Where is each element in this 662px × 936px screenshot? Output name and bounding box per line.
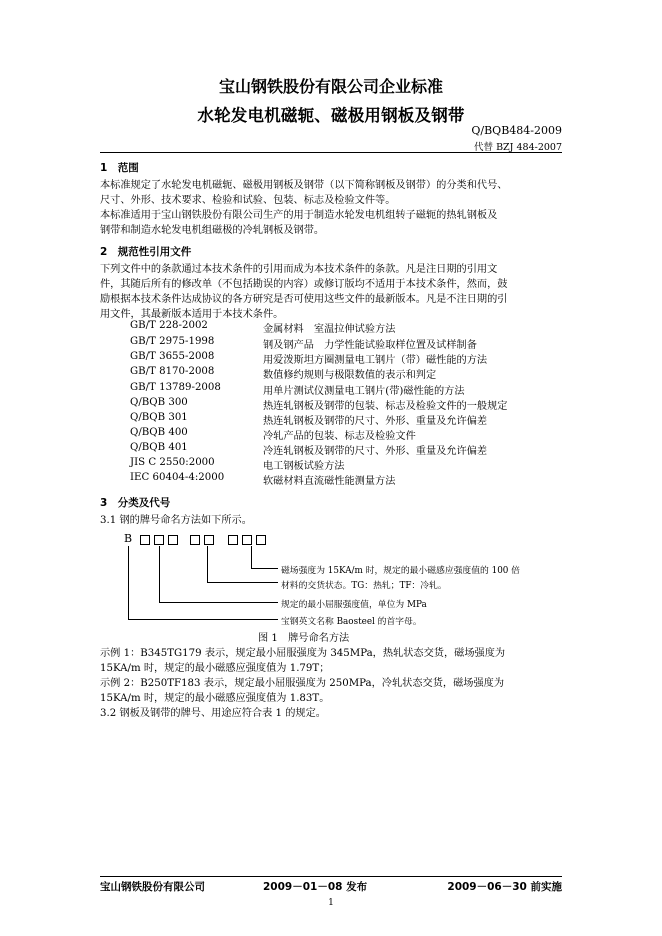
leader-line: [159, 602, 278, 603]
section-2-line: 用文件，其最新版本适用于本技术条件。: [100, 309, 284, 320]
reference-code: GB/T 8170-2008: [130, 366, 215, 377]
delivery-state-box: [204, 535, 214, 545]
footer-divider: [100, 876, 562, 877]
reference-code: GB/T 2975-1998: [130, 336, 215, 347]
reference-code: JIS C 2550:2000: [130, 457, 215, 468]
header-divider: [100, 152, 562, 153]
reference-code: GB/T 228-2002: [130, 320, 208, 331]
figure-note: 磁场强度为 15KA/m 时，规定的最小磁感应强度值的 100 倍: [281, 566, 520, 576]
footer-issue-date: 2009－01－08 发布: [263, 881, 368, 893]
organization-title: 宝山钢铁股份有限公司企业标准: [218, 77, 443, 96]
induction-digit-box: [256, 535, 266, 545]
section-1-heading: 1 范围: [100, 162, 139, 174]
figure-note: 规定的最小屈服强度值，单位为 MPa: [281, 600, 427, 610]
grade-prefix-letter: B: [124, 532, 133, 545]
yield-strength-digit-box: [140, 535, 150, 545]
reference-title: 用爱泼斯坦方圈测量电工钢片（带）磁性能的方法: [263, 355, 488, 366]
section-3-2-text: 3.2 钢板及钢带的牌号、用途应符合表 1 的规定。: [100, 708, 326, 719]
section-2-line: 件，其随后所有的修改单（不包括勘误的内容）或修订版均不适用于本技术条件，然而，鼓: [100, 279, 508, 290]
leader-line: [207, 546, 208, 582]
figure-note: 材料的交货状态。TG：热轧；TF：冷轧。: [281, 581, 447, 591]
figure-caption: 图 1 牌号命名方法: [258, 633, 350, 644]
replaces-code: 代替 BZJ 484-2007: [474, 142, 562, 153]
figure-note: 宝钢英文名称 Baosteel 的首字母。: [281, 617, 422, 627]
reference-title: 冷连轧钢板及钢带的尺寸、外形、重量及允许偏差: [263, 446, 488, 457]
standard-code: Q/BQB484-2009: [471, 124, 562, 137]
section-3-heading: 3 分类及代号: [100, 497, 171, 509]
section-1-line: 本标准规定了水轮发电机磁轭、磁极用钢板及钢带（以下简称钢板及钢带）的分类和代号、: [100, 180, 508, 191]
section-2-line: 励根据本技术条件达成协议的各方研究是否可使用这些文件的最新版本。凡是不注日期的引: [100, 294, 508, 305]
leader-line: [159, 546, 160, 602]
example-line: 示例 1：B345TG179 表示，规定最小屈服强度为 345MPa，热轧状态交货，磁场强度为: [100, 648, 506, 659]
delivery-state-box: [190, 535, 200, 545]
reference-title: 数值修约规则与极限数值的表示和判定: [263, 370, 437, 381]
footer-company: 宝山钢铁股份有限公司: [100, 881, 205, 893]
section-2-line: 下列文件中的条款通过本技术条件的引用而成为本技术条件的条款。凡是注日期的引用文: [100, 264, 498, 275]
section-1-line: 本标准适用于宝山钢铁股份有限公司生产的用于制造水轮发电机组转子磁轭的热轧钢板及: [100, 210, 498, 221]
yield-strength-digit-box: [168, 535, 178, 545]
reference-title: 热连轧钢板及钢带的尺寸、外形、重量及允许偏差: [263, 416, 488, 427]
reference-code: Q/BQB 300: [130, 397, 188, 408]
section-2-heading: 2 规范性引用文件: [100, 246, 192, 258]
leader-line: [128, 546, 129, 619]
reference-code: GB/T 13789-2008: [130, 382, 221, 393]
induction-digit-box: [242, 535, 252, 545]
reference-code: Q/BQB 401: [130, 442, 188, 453]
induction-digit-box: [228, 535, 238, 545]
leader-line: [207, 582, 278, 583]
section-1-line: 尺寸、外形、技术要求、检验和试验、包装、标志及检验文件等。: [100, 195, 396, 206]
section-1-line: 钢带和制造水轮发电机组磁极的冷轧钢板及钢带。: [100, 225, 325, 236]
example-line: 15KA/m 时，规定的最小磁感应强度值为 1.83T。: [100, 693, 330, 704]
reference-code: Q/BQB 400: [130, 427, 188, 438]
leader-line: [251, 546, 252, 568]
page-number: 1: [328, 898, 334, 908]
reference-code: GB/T 3655-2008: [130, 351, 215, 362]
example-line: 示例 2：B250TF183 表示，规定最小屈服强度为 250MPa，冷轧状态交货，磁场强度为: [100, 678, 505, 689]
document-title: 水轮发电机磁轭、磁极用钢板及钢带: [197, 106, 465, 125]
reference-title: 软磁材料直流磁性能测量方法: [263, 476, 396, 487]
reference-title: 钢及钢产品 力学性能试验取样位置及试样制备: [263, 340, 477, 351]
reference-title: 电工钢板试验方法: [263, 461, 345, 472]
leader-line: [251, 568, 278, 569]
reference-title: 用单片测试仪测量电工钢片(带)磁性能的方法: [263, 386, 465, 397]
section-3-1-text: 3.1 钢的牌号命名方法如下所示。: [100, 515, 252, 526]
footer-effective-date: 2009－06－30 前实施: [447, 881, 562, 893]
reference-title: 热连轧钢板及钢带的包装、标志及检验文件的一般规定: [263, 401, 508, 412]
reference-title: 冷轧产品的包装、标志及检验文件: [263, 431, 416, 442]
yield-strength-digit-box: [154, 535, 164, 545]
reference-code: Q/BQB 301: [130, 412, 188, 423]
reference-code: IEC 60404-4:2000: [130, 472, 225, 483]
example-line: 15KA/m 时，规定的最小磁感应强度值为 1.79T；: [100, 663, 330, 674]
leader-line: [128, 619, 278, 620]
reference-title: 金属材料 室温拉伸试验方法: [263, 324, 396, 335]
